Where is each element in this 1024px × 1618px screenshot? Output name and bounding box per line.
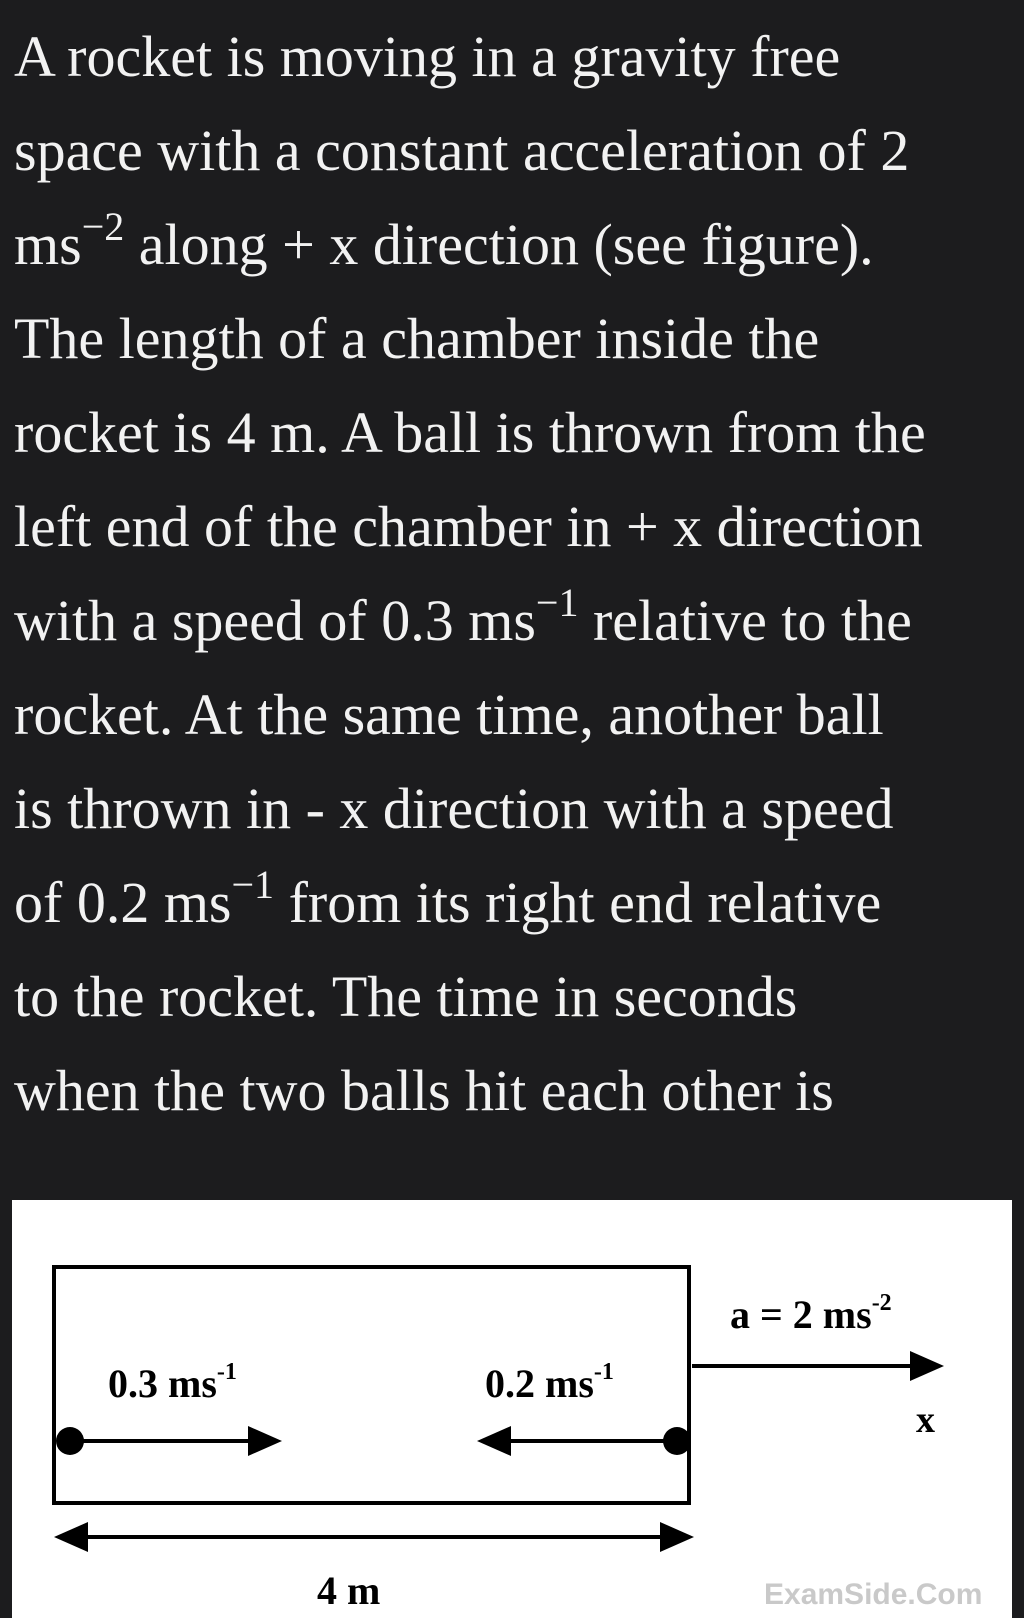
unit-text: ms xyxy=(14,212,82,277)
exponent: −2 xyxy=(81,204,125,249)
right-speed-label: 0.2 $ms^{-1}$ xyxy=(485,1359,614,1406)
right-speed-exponent: -1 xyxy=(593,1359,614,1385)
x-axis-label: x xyxy=(916,1399,935,1441)
exponent: −1 xyxy=(535,580,579,625)
question-text-segment: of 0.2 ms xyxy=(14,870,232,935)
left-ball-arrow-head xyxy=(248,1426,282,1456)
question-text-segment: along + x direction (see figure). xyxy=(124,212,874,277)
question-line-12: when the two balls hit each other is xyxy=(14,1058,834,1123)
question-line-4: The length of a chamber inside the xyxy=(14,306,820,371)
question-line-10 xyxy=(14,856,1014,950)
question-line-9: is thrown in - x direction with a speed xyxy=(14,776,894,841)
left-speed-label: 0.3 $ms^{-1}$ xyxy=(108,1359,237,1406)
figure-svg xyxy=(12,1200,1012,1618)
question-text-segment: relative to the xyxy=(578,588,912,653)
question-text-segment: with a speed of 0.3 ms xyxy=(14,588,536,653)
right-ball-arrow-head xyxy=(477,1426,511,1456)
length-label: 4 m xyxy=(317,1568,381,1613)
question-line-5: rocket is 4 m. A ball is thrown from the xyxy=(14,400,926,465)
acceleration-arrow-head xyxy=(910,1351,944,1381)
question-line-3 xyxy=(14,198,1014,292)
question-line-8: rocket. At the same time, another ball xyxy=(14,682,884,747)
question-line-6: left end of the chamber in + x direction xyxy=(14,494,923,559)
question-line-2: space with a constant acceleration of 2 xyxy=(14,118,910,183)
watermark: ExamSide.Com xyxy=(764,1578,983,1611)
left-speed-exponent: -1 xyxy=(216,1359,237,1385)
question-line-7 xyxy=(14,574,1014,668)
acceleration-exponent: -2 xyxy=(871,1290,892,1316)
acceleration-label: a = 2 $ms^{-2}$ xyxy=(730,1290,892,1337)
length-arrow-left-head xyxy=(54,1522,88,1552)
question-line-1: A rocket is moving in a gravity free xyxy=(14,24,841,89)
length-arrow-right-head xyxy=(660,1522,694,1552)
question-line-11: to the rocket. The time in seconds xyxy=(14,964,798,1029)
question-text xyxy=(14,10,1014,1138)
question-text-segment: from its right end relative xyxy=(274,870,882,935)
exponent: −1 xyxy=(231,862,275,907)
rocket-chamber-figure xyxy=(12,1200,1012,1618)
